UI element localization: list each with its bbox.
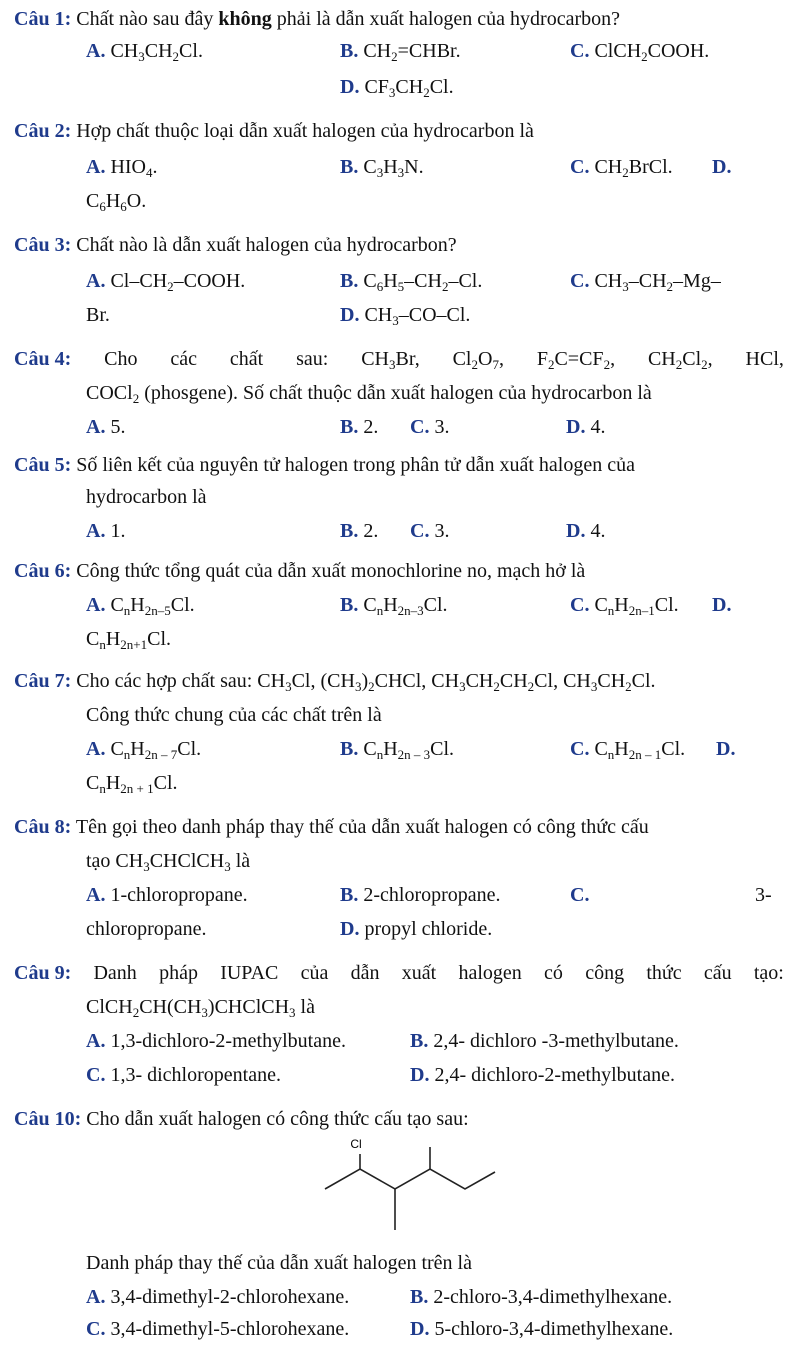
option-text: 1. [110,520,126,542]
option-letter: B. [340,416,359,438]
question-2-option-a[interactable] [86,154,158,180]
question-3-option-d[interactable] [340,302,470,328]
option-text: $HIO_4$. [110,156,158,180]
question-3-option-b[interactable] [340,268,482,294]
option-letter: A. [86,156,106,178]
option-text: $CH_3CH_2Cl$. [110,40,203,64]
option-letter: B. [410,1286,429,1308]
question-10-option-d[interactable] [410,1316,673,1342]
option-letter: D. [340,304,360,326]
option-letter: C. [86,1064,106,1086]
question-6-stem-text: Công thức tổng quát của dẫn xuất monochlorine no, mạch hở là [76,560,586,582]
question-3-stem-text: Chất nào là dẫn xuất halogen của hydrocarbon? [76,234,457,256]
w: chất [229,348,264,370]
option-letter: B. [340,40,359,62]
question-4-option-d[interactable] [566,414,605,440]
option-letter: C. [410,520,430,542]
option-text: 4. [590,520,606,542]
option-text: $CF_3CH_2Cl$. [364,76,454,100]
question-9-option-a[interactable] [86,1028,346,1054]
question-1-stem-post: phải là dẫn xuất halogen của hydrocarbon? [276,8,620,30]
option-text: $CH_2BrCl$. [594,156,673,180]
option-text: 3,4-dimethyl-5-chlorohexane. [110,1318,350,1340]
question-7-label: Câu 7: [14,670,72,692]
option-text: 2,4- dichloro-2-methylbutane. [434,1064,675,1086]
option-text: $CH_3-CH_2-Mg-$ [594,270,721,294]
w: $CH_3Br$, [361,348,420,372]
option-letter: B. [410,1030,429,1052]
question-1-stem-pre: Chất nào sau đây [76,8,214,30]
question-9-stem-line2: $ClCH_2CH(CH_3)CHClCH_3$ là [86,996,315,1020]
question-3-option-c[interactable] [570,268,721,294]
question-8-option-c-text-1: 3- [755,884,772,906]
option-text: 3. [434,416,450,438]
option-letter: C. [570,156,590,178]
question-7-option-a[interactable] [86,736,201,762]
question-6-option-a[interactable] [86,592,195,618]
question-3-stem [14,232,457,258]
question-6-option-b[interactable] [340,592,448,618]
option-text: 3. [434,520,450,542]
option-text: $C_nH_{2n-5}Cl$. [110,594,195,618]
option-text: 1-chloropropane. [110,884,248,906]
w: HCl, [745,348,784,370]
option-text: $C_nH_{2n + 1}Cl$. [86,772,178,796]
option-letter: C. [570,738,590,760]
option-text: $C_nH_{2n-3}Cl$. [363,594,448,618]
question-1-option-d[interactable] [340,74,454,100]
question-2-stem-text: Hợp chất thuộc loại dẫn xuất halogen của hydrocarbon là [76,120,534,142]
option-text: $CH_3-CO-Cl$. [364,304,471,328]
question-7-stem-text: Cho các hợp chất sau: $CH_3Cl$, $(CH_3)_2CHCl$, $CH_3CH_2CH_2Cl$, $CH_3CH_2Cl$. [76,670,656,694]
w: của [300,962,329,984]
structure-diagram [0,1132,806,1242]
option-text: 2. [363,520,379,542]
w: halogen [458,962,522,984]
question-1-option-b[interactable] [340,38,461,64]
w: IUPAC [220,962,279,984]
option-letter: B. [340,594,359,616]
w: $Cl_2O_7$, [452,348,504,372]
option-text: 5-chloro-3,4-dimethylhexane. [434,1318,674,1340]
question-8-stem-line1 [14,814,649,840]
option-letter: A. [86,416,106,438]
question-5-label: Câu 5: [14,454,72,476]
w: có [544,962,563,984]
question-2-stem [14,118,534,144]
option-letter: B. [340,884,359,906]
option-text: 2-chloropropane. [363,884,501,906]
question-1-stem-bold: không [218,8,272,30]
option-letter: A. [86,270,106,292]
option-letter: B. [340,738,359,760]
w: cấu [703,962,732,984]
option-letter: C. [86,1318,106,1340]
option-letter: C. [570,270,590,292]
option-letter: D. [410,1064,430,1086]
question-5-option-c[interactable] [410,518,449,544]
question-6-label: Câu 6: [14,560,72,582]
option-text: $C_nH_{2n+1}Cl$. [86,628,172,652]
option-letter: A. [86,1286,106,1308]
question-8-option-a[interactable] [86,882,248,908]
question-9-option-d[interactable] [410,1062,675,1088]
question-4-option-c[interactable] [410,414,449,440]
question-5-stem-text: Số liên kết của nguyên tử halogen trong phân tử dẫn xuất halogen của [76,454,635,476]
option-text: 1,3- dichloropentane. [110,1064,281,1086]
option-text: 5. [110,416,126,438]
question-5-option-d[interactable] [566,518,605,544]
question-7-option-d-letter[interactable] [716,736,735,762]
option-letter: D. [340,76,360,98]
carbon-skeleton [325,1169,495,1189]
option-text: $Cl-CH_2$–COOH. [110,270,246,294]
question-8-option-c-letter[interactable] [570,882,589,908]
question-9-stem-line1 [14,960,784,986]
option-text: $C_6H_6O$. [86,190,147,214]
question-7-option-c[interactable] [570,736,685,762]
option-text: $CH_2=CHBr$. [363,40,461,64]
question-3-option-c-cont [86,302,110,328]
option-letter: C. [570,594,590,616]
option-text: 3,4-dimethyl-2-chlorohexane. [110,1286,350,1308]
option-text: $C_6H_5-CH_2-Cl$. [363,270,483,294]
question-8-stem-line2: tạo $CH_3CHClCH_3$ là [86,850,251,874]
question-7-option-b[interactable] [340,736,454,762]
question-6-option-c[interactable] [570,592,679,618]
question-4-option-a[interactable] [86,414,125,440]
question-1-option-c[interactable] [570,38,709,64]
option-text-cont: Br. [86,304,110,326]
question-9-label: Câu 9: [14,962,72,984]
option-letter: D. [712,594,732,616]
option-letter: A. [86,1030,106,1052]
question-4-option-b[interactable] [340,414,378,440]
option-text: 4. [590,416,606,438]
question-8-option-b[interactable] [340,882,501,908]
option-letter: A. [86,594,106,616]
question-10-stem-text: Cho dẫn xuất halogen có công thức cấu tạo sau: [86,1108,469,1130]
option-letter: B. [340,520,359,542]
question-2-option-c[interactable] [570,154,673,180]
option-letter: C. [570,40,590,62]
option-text: $C_nH_{2n - 1}Cl$. [594,738,686,762]
option-text: 1,3-dichloro-2-methylbutane. [110,1030,346,1052]
option-letter: A. [86,40,106,62]
w: công [585,962,625,984]
option-letter: B. [340,156,359,178]
option-letter: D. [566,520,586,542]
w: thức [646,962,682,984]
option-letter: D. [340,918,360,940]
option-letter: D. [410,1318,430,1340]
question-7-stem-line2: Công thức chung của các chất trên là [86,704,382,726]
question-4-stem-line2: COCl$_2$ (phosgene). Số chất thuộc dẫn xuất halogen của hydrocarbon là [86,382,652,406]
option-text: 2,4- dichloro -3-methylbutane. [433,1030,679,1052]
question-1-label: Câu 1: [14,8,72,30]
option-letter: A. [86,738,106,760]
option-letter: B. [340,270,359,292]
question-10-option-b[interactable] [410,1284,672,1310]
question-8-label: Câu 8: [14,816,72,838]
question-4-label: Câu 4: [14,348,72,370]
question-5-stem-line2: hydrocarbon là [86,486,207,508]
question-9-option-c[interactable] [86,1062,281,1088]
question-2-label: Câu 2: [14,120,72,142]
option-letter: A. [86,884,106,906]
w: $F_2C=CF_2$, [536,348,616,372]
question-10-option-c[interactable] [86,1316,349,1342]
w: xuất [401,962,437,984]
question-8-stem-text: Tên gọi theo danh pháp thay thế của dẫn xuất halogen có công thức cấu [75,816,649,838]
question-3-label: Câu 3: [14,234,72,256]
question-1-option-a[interactable] [86,38,203,64]
option-text: $C_nH_{2n - 7}Cl$. [110,738,202,762]
w: tạo: [753,962,784,984]
question-9-option-b[interactable] [410,1028,679,1054]
question-10-stem [14,1106,469,1132]
option-text: $C_nH_{2n-1}Cl$. [594,594,679,618]
option-letter: C. [570,884,590,906]
question-10-label: Câu 10: [14,1108,82,1130]
question-6-option-d-text[interactable] [86,626,171,652]
w: Danh [93,962,137,984]
question-1-stem [14,6,620,32]
question-2-option-b[interactable] [340,154,424,180]
option-text: 2-chloro-3,4-dimethylhexane. [433,1286,673,1308]
option-text: $C_nH_{2n - 3}Cl$. [363,738,455,762]
question-2-option-d-letter[interactable] [712,154,731,180]
w: $CH_2Cl_2$, [647,348,713,372]
option-text: $C_3H_3N$. [363,156,424,180]
question-2-option-d-text[interactable] [86,188,146,214]
option-text: propyl chloride. [364,918,493,940]
w: Cho [104,348,138,370]
option-letter: A. [86,520,106,542]
question-8-option-d[interactable] [340,916,492,942]
w: pháp [159,962,198,984]
question-5-stem-line1 [14,452,635,478]
option-letter: D. [716,738,736,760]
option-letter: D. [712,156,732,178]
w: sau: [296,348,329,370]
option-text: 2. [363,416,379,438]
question-7-option-d-text[interactable] [86,770,178,796]
question-6-option-d-letter[interactable] [712,592,731,618]
chlorine-atom-label: Cl [350,1137,362,1151]
question-7-stem-line1 [14,668,656,694]
question-3-option-a[interactable] [86,268,245,294]
w: dẫn [350,962,380,984]
question-8-option-c-text-2: chloropropane. [86,918,207,940]
question-4-stem-line1 [14,346,784,372]
w: các [170,348,197,370]
option-text: ClCH$_2$COOH. [594,40,710,64]
question-6-stem [14,558,585,584]
question-10-stem-after: Danh pháp thay thế của dẫn xuất halogen trên là [86,1252,472,1274]
question-5-option-a[interactable] [86,518,125,544]
question-5-option-b[interactable] [340,518,378,544]
option-letter: C. [410,416,430,438]
option-letter: D. [566,416,586,438]
question-10-option-a[interactable] [86,1284,349,1310]
